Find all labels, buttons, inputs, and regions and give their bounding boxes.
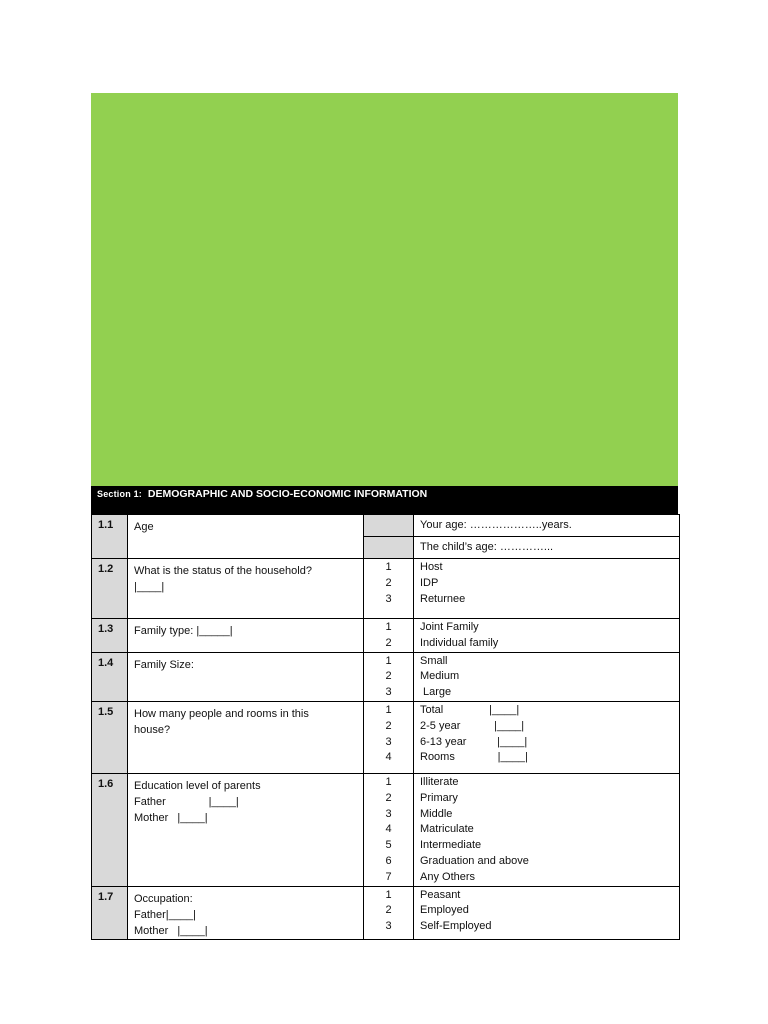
option-code: 2	[385, 670, 392, 683]
question-text	[128, 559, 364, 619]
option-label[interactable]: Joint Family	[420, 621, 479, 633]
question-line: How many people and rooms in this	[134, 707, 309, 720]
option-code: 2	[385, 576, 392, 589]
question-number: 1.6	[92, 773, 128, 886]
option-list	[414, 886, 680, 939]
option-code: 6	[385, 854, 392, 867]
count-field[interactable]: Total |____|	[420, 703, 520, 716]
option-label[interactable]: Peasant	[420, 888, 461, 901]
question-line: house?	[134, 723, 171, 736]
age-answer-field[interactable]: Your age: ………………..years.	[414, 515, 680, 537]
option-label[interactable]: Graduation and above	[420, 854, 529, 867]
section-title: DEMOGRAPHIC AND SOCIO-ECONOMIC INFORMATION	[147, 488, 428, 500]
option-code: 4	[385, 823, 392, 836]
code-cell	[364, 515, 414, 537]
option-label[interactable]: Small	[420, 654, 448, 667]
option-code: 5	[385, 839, 392, 852]
question-number: 1.2	[92, 559, 128, 619]
option-label[interactable]: Medium	[420, 670, 460, 683]
option-list	[414, 652, 680, 701]
father-answer-box[interactable]: Father |____|	[134, 795, 239, 808]
option-list	[414, 701, 680, 773]
option-code: 3	[385, 920, 392, 933]
option-code: 2	[385, 636, 392, 649]
father-answer-box[interactable]: Father|____|	[134, 908, 196, 921]
question-text	[128, 886, 364, 939]
option-code: 1	[385, 561, 392, 573]
table-row	[92, 652, 680, 701]
table-row	[92, 886, 680, 939]
option-code: 3	[385, 592, 392, 605]
option-codes	[364, 701, 414, 773]
question-number: 1.7	[92, 886, 128, 939]
section-label: Section 1:	[97, 489, 143, 499]
question-text: Age	[128, 515, 364, 559]
option-label[interactable]: Middle	[420, 807, 453, 820]
option-label[interactable]: Individual family	[420, 636, 499, 649]
option-list	[414, 559, 680, 619]
option-label[interactable]: IDP	[420, 576, 439, 589]
cover-color-block	[91, 93, 678, 486]
question-text: Family type: |_____|	[128, 619, 364, 653]
option-code: 7	[385, 870, 392, 883]
question-number: 1.3	[92, 619, 128, 653]
option-code: 3	[385, 686, 392, 699]
option-label[interactable]: Matriculate	[420, 823, 474, 836]
option-code: 4	[385, 751, 392, 764]
question-line: Occupation:	[134, 892, 193, 905]
section-header	[91, 486, 678, 514]
option-code: 1	[385, 654, 392, 667]
count-field[interactable]: 6-13 year |____|	[420, 735, 528, 748]
answer-box[interactable]: |____|	[134, 581, 165, 593]
option-label[interactable]: Host	[420, 561, 443, 573]
table-row	[92, 559, 680, 619]
option-label[interactable]: Employed	[420, 904, 469, 917]
question-number: 1.1	[92, 515, 128, 559]
question-text	[128, 773, 364, 886]
table-row	[92, 773, 680, 886]
option-code: 1	[385, 888, 392, 901]
mother-answer-box[interactable]: Mother |____|	[134, 811, 208, 824]
option-code: 1	[385, 775, 392, 788]
option-label[interactable]: Self-Employed	[420, 920, 492, 933]
mother-answer-box[interactable]: Mother |____|	[134, 924, 208, 937]
option-codes	[364, 652, 414, 701]
question-text	[128, 701, 364, 773]
option-code: 2	[385, 904, 392, 917]
option-list	[414, 773, 680, 886]
option-codes	[364, 886, 414, 939]
option-code: 1	[385, 703, 392, 716]
question-number: 1.5	[92, 701, 128, 773]
option-list	[414, 619, 680, 653]
count-field[interactable]: Rooms |____|	[420, 751, 528, 764]
option-code: 2	[385, 719, 392, 732]
child-age-answer-field[interactable]: The child’s age: …………...	[414, 537, 680, 559]
option-code: 1	[385, 621, 392, 633]
question-line: What is the status of the household?	[134, 565, 312, 577]
option-label[interactable]: Primary	[420, 791, 458, 804]
option-label[interactable]: Illiterate	[420, 775, 459, 788]
option-code: 3	[385, 807, 392, 820]
option-label[interactable]: Intermediate	[420, 839, 482, 852]
table-row	[92, 701, 680, 773]
count-field[interactable]: 2-5 year |____|	[420, 719, 525, 732]
question-line: Education level of parents	[134, 779, 261, 792]
option-codes	[364, 619, 414, 653]
option-codes	[364, 773, 414, 886]
question-text: Family Size:	[128, 652, 364, 701]
option-label[interactable]: Returnee	[420, 592, 466, 605]
table-row	[92, 515, 680, 537]
table-row	[92, 619, 680, 653]
question-number: 1.4	[92, 652, 128, 701]
option-label[interactable]: Large	[423, 686, 452, 699]
option-codes	[364, 559, 414, 619]
option-code: 3	[385, 735, 392, 748]
option-code: 2	[385, 791, 392, 804]
option-label[interactable]: Any Others	[420, 870, 476, 883]
questionnaire-table	[91, 514, 680, 940]
code-cell	[364, 537, 414, 559]
